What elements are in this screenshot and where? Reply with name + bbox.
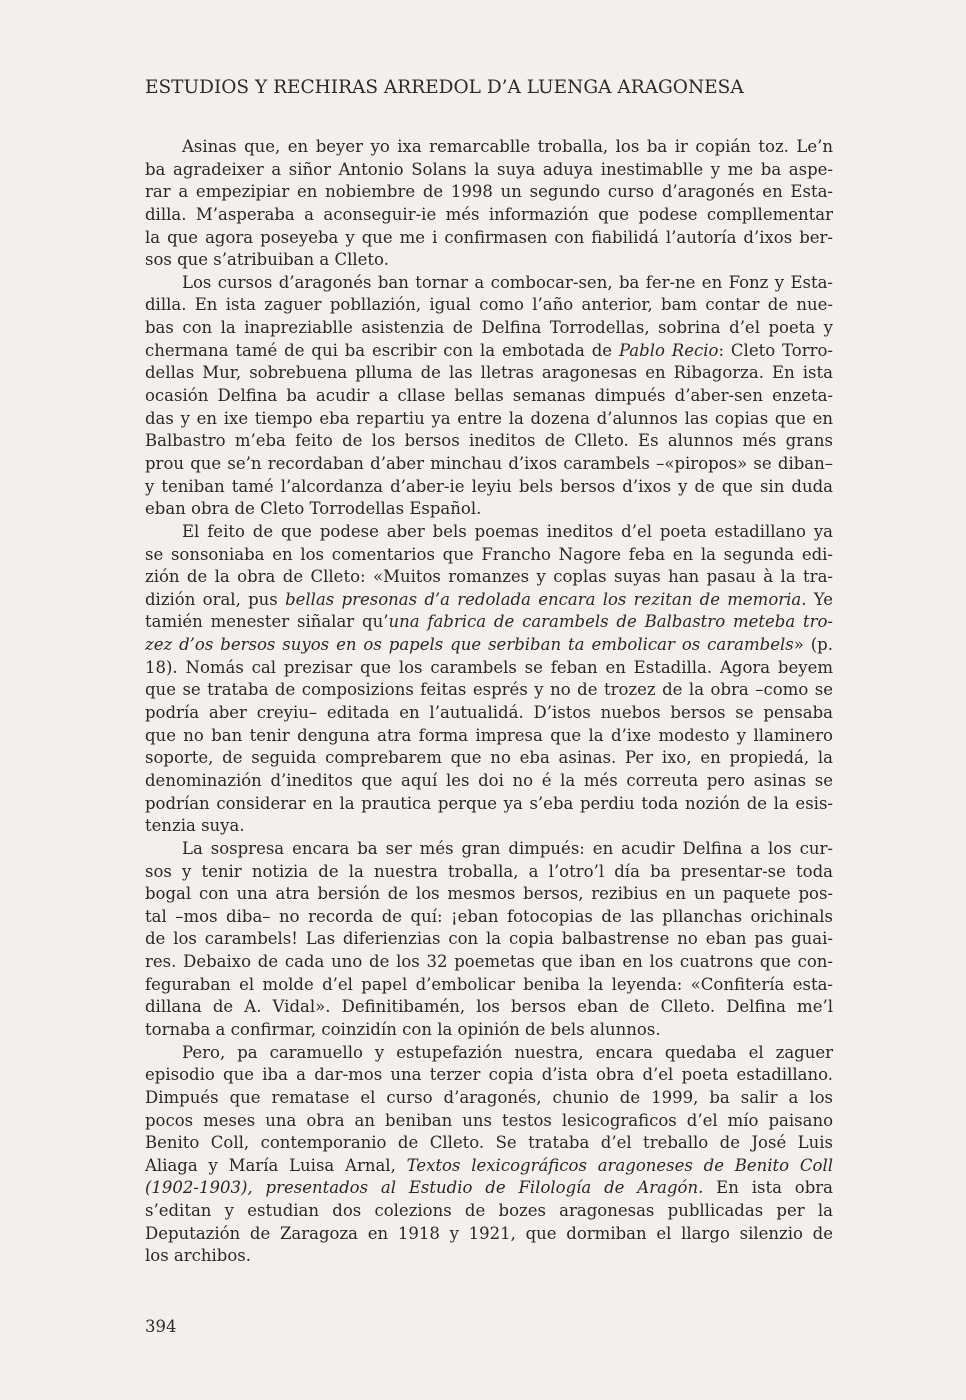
text-line: que se trataba de composizions feitas esprés y no de trozez de la obra –como se bbox=[145, 680, 833, 700]
text-line: Benito Coll, contemporanio de Clleto. Se trataba d’el treballo de José Luis bbox=[145, 1133, 833, 1153]
paragraph bbox=[145, 521, 833, 838]
text-line: tal –mos diba– no recorda de quí: ¡eban fotocopias de las pllanchas orichinals bbox=[145, 906, 833, 926]
text-line bbox=[145, 589, 833, 612]
text-line: la que agora poseyeba y que me i confirmasen con fiabilidá l’autoría d’ixos ber- bbox=[145, 227, 833, 247]
text-line: que no ban tenir denguna atra forma impresa que la d’ixe modesto y llaminero bbox=[145, 725, 833, 745]
italic-segment: (1902-1903), presentados al Estudio de Filología de Aragón. bbox=[145, 1178, 704, 1198]
running-header: ESTUDIOS Y RECHIRAS ARREDOL D’A LUENGA ARAGONESA bbox=[145, 77, 744, 98]
text-line: ocasión Delfina ba acudir a cllase bellas semanas dimpués d’aber-sen enzeta- bbox=[145, 386, 833, 406]
text-line: episodio que iba a dar-mos una terzer copia d’ista obra d’el poeta estadillano. bbox=[145, 1065, 833, 1085]
text-line bbox=[145, 611, 833, 634]
text-line: tornaba a confirmar, coinzidín con la opinión de bels alunnos. bbox=[145, 1019, 661, 1039]
text-line: los archibos. bbox=[145, 1246, 252, 1266]
text-line: s’editan y estudian dos colezions de bozes aragonesas publlicadas per la bbox=[145, 1201, 833, 1221]
text-line: denominazión d’ineditos que aquí les doi no é la més correuta pero asinas se bbox=[145, 770, 833, 790]
text-segment: dizión oral, pus bbox=[145, 589, 286, 609]
text-line: dilla. M’asperaba a aconseguir-ie més informazión que podese compllementar bbox=[145, 204, 833, 224]
page-number: 394 bbox=[145, 1317, 177, 1336]
text-line: podría aber creyiu– editada en l’autualidá. D’istos nuebos bersos se pensaba bbox=[145, 703, 833, 723]
text-line: Deputazión de Zaragoza en 1918 y 1921, que dormiban el llargo silenzio de bbox=[145, 1223, 833, 1243]
text-line: prou que se’n recordaban d’aber minchau d’ixos carambels –«piropos» se diban– bbox=[145, 453, 833, 473]
text-segment: Ye bbox=[806, 589, 834, 609]
text-line: soporte, de seguida comprebarem que no eba asinas. Per ixo, en propiedá, la bbox=[145, 748, 833, 768]
text-segment: tamién menester siñalar qu’ bbox=[145, 612, 389, 632]
text-line: ba agradeixer a siñor Antonio Solans la suya aduya inestimablle y me ba aspe- bbox=[145, 159, 833, 179]
italic-segment: zez d’os bersos suyos en os papels que serbiban ta embolicar os carambels bbox=[145, 635, 794, 655]
paragraph bbox=[145, 272, 833, 521]
text-line: dillana de A. Vidal». Definitibamén, los bersos eban de Clleto. Delfina me’l bbox=[145, 997, 833, 1017]
italic-segment: una fabrica de carambels de Balbastro meteba tro- bbox=[388, 612, 833, 632]
paragraph bbox=[145, 838, 833, 1042]
paragraph bbox=[145, 1042, 833, 1268]
text-segment: En ista obra bbox=[703, 1178, 834, 1198]
text-line: La sospresa encara ba ser més gran dimpués: en acudir Delfina a los cur- bbox=[182, 838, 833, 858]
text-line: y teniban tamé l’alcordanza d’aber-ie leyiu bels bersos d’ixos y de que sin duda bbox=[145, 476, 833, 496]
text-line: bas con la inapreziablle asistenzia de Delfina Torrodellas, sobrina d’el poeta y bbox=[145, 318, 833, 338]
text-line bbox=[145, 1177, 833, 1200]
text-line: bogal con una atra bersión de los mesmos bersos, rezibius en un paquete pos- bbox=[145, 884, 833, 904]
paragraph bbox=[145, 136, 833, 272]
text-line: Dimpués que rematase el curso d’aragonés, chunio de 1999, ba salir a los bbox=[145, 1087, 833, 1107]
text-line: El feito de que podese aber bels poemas ineditos d’el poeta estadillano ya bbox=[182, 521, 833, 541]
text-line: eban obra de Cleto Torrodellas Español. bbox=[145, 499, 482, 519]
text-line: se sonsoniaba en los comentarios que Francho Nagore feba en la segunda edi- bbox=[145, 544, 833, 564]
text-segment: Aliaga y María Luisa Arnal, bbox=[145, 1155, 407, 1175]
text-line: rar a empezipiar en nobiembre de 1998 un segundo curso d’aragonés en Esta- bbox=[145, 182, 833, 202]
text-line: tenzia suya. bbox=[145, 816, 245, 836]
text-line: pocos meses una obra an beniban uns testos lesicograficos d’el mío paisano bbox=[145, 1110, 833, 1130]
text-line: res. Debaixo de cada uno de los 32 poemetas que iban en los cuatrons que con- bbox=[145, 952, 833, 972]
text-line: das y en ixe tiempo eba repartiu ya entre la dozena d’alunnos las copias que en bbox=[145, 408, 833, 428]
italic-segment: bellas presonas d’a redolada encara los rezitan de memoria. bbox=[285, 589, 807, 609]
italic-segment: Textos lexicográficos aragoneses de Benito Coll bbox=[406, 1155, 833, 1175]
text-line: dilla. En ista zaguer pobllazión, igual como l’año anterior, bam contar de nue- bbox=[145, 295, 833, 315]
text-segment: : Cleto Torro- bbox=[718, 340, 833, 360]
text-line: sos que s’atribuiban a Clleto. bbox=[145, 250, 389, 270]
text-line: dellas Mur, sobrebuena plluma de las lletras aragonesas en Ribagorza. En ista bbox=[145, 363, 833, 383]
text-segment: » (p. bbox=[793, 635, 833, 655]
text-line bbox=[145, 340, 833, 363]
text-line: Asinas que, en beyer yo ixa remarcablle troballa, los ba ir copián toz. Le’n bbox=[182, 137, 833, 156]
text-line: feguraban el molde d’el papel d’embolicar beniba la leyenda: «Confitería esta- bbox=[145, 974, 833, 994]
text-line bbox=[145, 1155, 833, 1178]
text-line: Pero, pa caramuello y estupefazión nuestra, encara quedaba el zaguer bbox=[182, 1042, 833, 1062]
text-line: Los cursos d’aragonés ban tornar a combocar-sen, ba fer-ne en Fonz y Esta- bbox=[182, 272, 833, 292]
text-line: de los carambels! Las diferienzias con la copia balbastrense no eban pas guai- bbox=[145, 929, 833, 949]
text-line: zión de la obra de Clleto: «Muitos romanzes y coplas suyas han pasau à la tra- bbox=[145, 567, 833, 587]
text-line: Balbastro m’eba feito de los bersos ineditos de Clleto. Es alunnos més grans bbox=[145, 431, 833, 451]
text-line: 18). Nomás cal prezisar que los carambels se feban en Estadilla. Agora beyem bbox=[145, 657, 833, 677]
text-line: podrían considerar en la prautica perque ya s’eba perdiu toda nozión de la esis- bbox=[145, 793, 833, 813]
text-segment: chermana tamé de qui ba escribir con la embotada de bbox=[145, 340, 619, 360]
text-line bbox=[145, 634, 833, 657]
text-line: sos y tenir notizia de la nuestra troballa, a l’otro’l día ba presentar-se toda bbox=[145, 861, 833, 881]
body-text bbox=[145, 136, 833, 1268]
italic-segment: Pablo Recio bbox=[618, 340, 719, 360]
